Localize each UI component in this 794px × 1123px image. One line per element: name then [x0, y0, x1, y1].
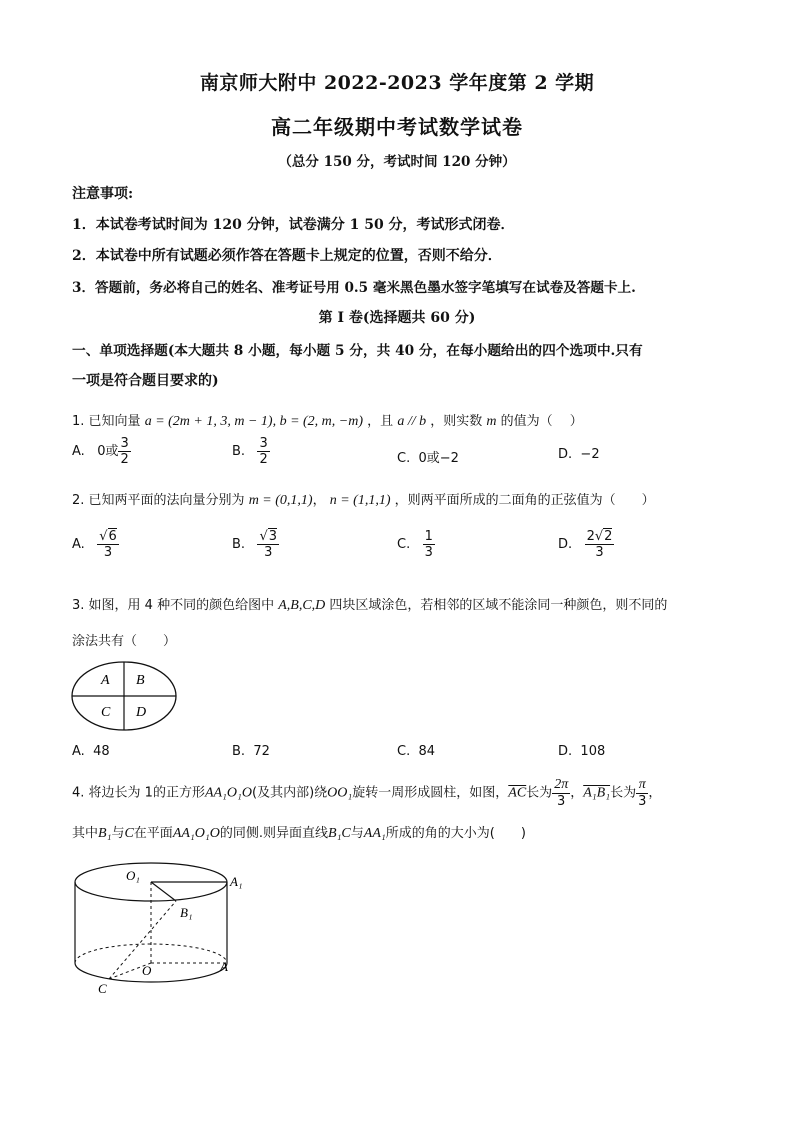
option-letter: A. [72, 537, 85, 552]
q3-post: 四块区域涂色，若相邻的区域不能涂同一种颜色，则不同的 [329, 598, 668, 613]
region-b-label: B [136, 673, 145, 688]
fraction [257, 530, 279, 559]
q4-line2-prefix: 其中 [72, 826, 99, 841]
region-a-label: A [101, 673, 110, 688]
numerator: 3 [120, 436, 129, 451]
fraction [97, 530, 119, 559]
q1-option-a[interactable] [72, 437, 131, 466]
q4-square: AA₁O₁O [204, 785, 253, 801]
q4-point-b1: B₁ [98, 826, 112, 841]
section-label: 第 I 卷(选择题共 60 分) [318, 310, 476, 326]
numerator: √6 [99, 529, 117, 544]
denominator: 3 [595, 545, 604, 560]
denominator: 3 [264, 545, 273, 560]
q3-regions: A,B,C,D [278, 598, 326, 613]
question-4-line2 [72, 822, 526, 842]
q3-ellipse-figure [70, 660, 180, 735]
q4-mid: (及其内部)绕 [252, 785, 328, 801]
fraction [636, 778, 648, 808]
q2-option-d[interactable] [558, 530, 614, 559]
option-text: 0或−2 [418, 451, 459, 466]
numerator: √3 [259, 529, 278, 544]
denominator: 3 [638, 794, 647, 809]
q2-normal-m: m = (0,1,1) [248, 493, 313, 508]
q4-prefix: 4. 将边长为 1的正方形 [72, 785, 205, 801]
q4-line-aa1: AA₁ [363, 826, 386, 841]
q1-mid: ，且 [367, 414, 394, 429]
q4-line2-mid: 在平面 [133, 826, 173, 841]
option-letter: A. [72, 744, 85, 759]
segment-o1-b1 [151, 882, 176, 901]
numerator: π [636, 778, 648, 794]
denominator: 3 [557, 794, 566, 809]
q4-arc-ac: $\overline{AC}$ [508, 785, 527, 801]
q1-vectors: a = (2m + 1, 3, m − 1), b = (2, m, −m) [144, 414, 364, 429]
denominator: 3 [103, 545, 113, 560]
option-text: 72 [253, 744, 270, 759]
q4-and: 与 [111, 826, 125, 841]
label-a1: A₁ [230, 874, 243, 889]
q1-option-d[interactable] [558, 447, 600, 462]
option-letter: D. [558, 537, 573, 552]
radicand: 6 [108, 529, 117, 544]
numerator: 2√2 [586, 529, 613, 544]
option-text: 48 [93, 744, 110, 759]
q4-cylinder-figure [64, 855, 254, 1000]
option-letter: B. [232, 744, 246, 759]
exam-title: 高二年级期中考试数学试卷 [271, 115, 523, 139]
q4-plane: AA₁O₁O [172, 826, 220, 841]
option-letter: D. [558, 744, 573, 759]
q3-option-c[interactable] [397, 744, 435, 759]
q4-line-b1c: B₁C [328, 826, 351, 841]
fraction [423, 530, 435, 559]
q1-var: m [486, 414, 497, 429]
q2-tail: ，则两平面所成的二面角的正弦值为（ ） [394, 493, 655, 508]
option-letter: C. [397, 744, 411, 759]
q4-mid2: 旋转一周形成圆柱，如图， [352, 785, 509, 801]
region-c-label: C [101, 705, 111, 720]
note-item-3: 3．答题前，务必将自己的姓名、准考证号用 0.5 毫米黑色墨水签字笔填写在试卷及答题卡上. [72, 280, 636, 296]
option-letter: D. [558, 447, 573, 462]
q4-axis: OO₁ [327, 785, 353, 801]
part1-instruction-line2: 一项是符合题目要求的) [72, 373, 219, 389]
label-b1: B₁ [180, 905, 193, 920]
option-prefix: 0或 [97, 444, 119, 459]
denominator: 2 [259, 452, 268, 467]
label-o1: O₁ [126, 868, 140, 883]
part1-instruction-line1: 一、单项选择题(本大题共 8 小题，每小题 5 分，共 40 分，在每小题给出的四个选项中.只有 [72, 343, 643, 359]
region-d-label: D [136, 705, 147, 720]
note-item-1: 1．本试卷考试时间为 120 分钟，试卷满分 1 50 分，考试形式闭卷． [72, 217, 515, 233]
radicand: 2 [604, 529, 613, 544]
label-c: C [98, 981, 107, 996]
option-text: 84 [418, 744, 436, 759]
q4-line2-tail: 所成的角的大小为( ) [385, 826, 526, 841]
question-1 [72, 410, 583, 430]
option-letter: A. [72, 444, 85, 459]
fraction [257, 437, 269, 466]
q3-option-d[interactable] [558, 744, 605, 759]
q2-option-b[interactable] [232, 530, 279, 559]
label-o: O [142, 963, 152, 978]
question-2: 2. 已知两平面的法向量分别为 m = (0,1,1)， n = (1,1,1) ，则两平面所成的二面角的正弦值为（ ） [72, 493, 655, 508]
q2-normal-n: n = (1,1,1) [329, 493, 391, 508]
radicand: 3 [268, 529, 278, 544]
note-item-2: 2．本试卷中所有试题必须作答在答题卡上规定的位置，否则不给分． [72, 248, 502, 264]
denominator: 3 [424, 545, 433, 560]
option-letter: C. [397, 451, 411, 466]
coefficient: 2 [586, 529, 595, 544]
denominator: 2 [120, 452, 129, 467]
question-4-line1: 4. 将边长为 1的正方形AA₁O₁O(及其内部)绕OO₁旋转一周形成圆柱，如图，$\overline{AC}$长为 $\frac{2\pi}{3}$ ，A₁B₁长为 $\frac{\pi}{3}$ ， [72, 777, 662, 809]
notes-heading: 注意事项: [72, 186, 134, 202]
q1-prefix: 1. 已知向量 [72, 414, 141, 429]
q3-option-a[interactable] [72, 744, 110, 759]
q1-option-b[interactable] [232, 437, 270, 466]
numerator: 1 [424, 529, 433, 544]
q1-parallel: a // b [397, 414, 427, 429]
q1-tail: 的值为（ ） [500, 414, 583, 429]
question-3-line2: 涂法共有（ ） [72, 634, 177, 649]
q4-arc-a1b1: A₁B₁ [583, 785, 611, 801]
q4-point-c: C [124, 826, 134, 841]
q2-option-a[interactable] [72, 530, 119, 559]
fraction [585, 530, 615, 559]
q3-option-b[interactable] [232, 744, 270, 759]
q3-prefix: 3. 如图，用 4 种不同的颜色给图中 [72, 598, 275, 613]
option-text: −2 [580, 447, 600, 462]
exam-school-title: 南京师大附中 2022-2023 学年度第 2 学期 [199, 72, 595, 94]
fraction [118, 437, 130, 466]
option-letter: B. [232, 537, 246, 552]
q4-line2-mid2: 的同侧.则异面直线 [219, 826, 329, 841]
option-letter: B. [232, 444, 246, 459]
numerator: 3 [259, 436, 268, 451]
numerator: 2π [554, 777, 569, 792]
option-letter: C. [397, 537, 411, 552]
q4-len-word: 长为 [610, 785, 637, 801]
q4-and: 与 [350, 826, 364, 841]
q1-option-c[interactable] [397, 447, 459, 466]
label-a: A [220, 959, 228, 974]
question-3-line1 [72, 594, 667, 614]
q2-prefix: 2. 已知两平面的法向量分别为 [72, 493, 245, 508]
q1-suffix: ，则实数 [430, 414, 483, 429]
option-text: 108 [580, 744, 606, 759]
q2-option-c[interactable] [397, 530, 435, 559]
fraction [552, 778, 570, 808]
score-note: （总分 150 分，考试时间 120 分钟） [278, 154, 516, 170]
q4-len-word: 长为 [526, 785, 553, 801]
